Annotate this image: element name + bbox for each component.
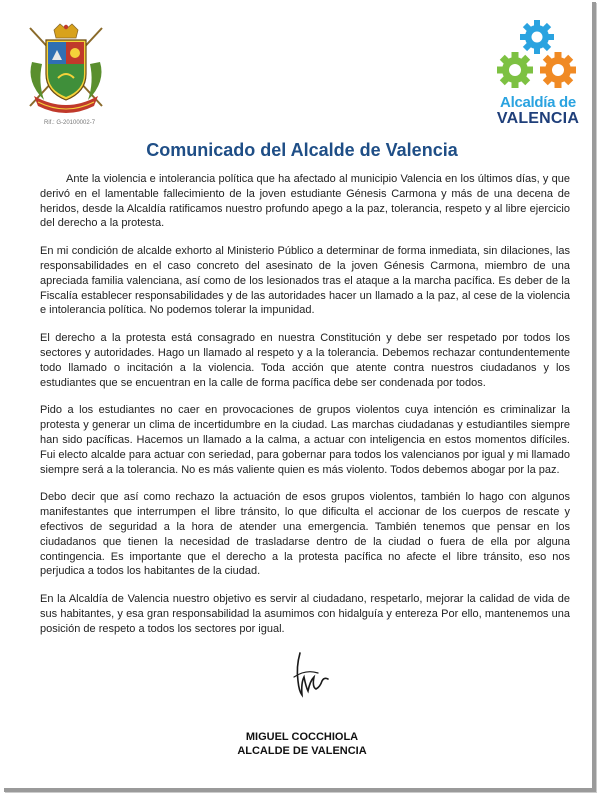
signatory-role: ALCALDE DE VALENCIA xyxy=(237,745,367,757)
logo-text-valencia: VALENCIA xyxy=(496,110,580,127)
document-title: Comunicado del Alcalde de Valencia xyxy=(146,140,458,160)
paragraph: Pido a los estudiantes no caer en provocaciones de grupos violentos cuya intención es criminalizar la protesta y generar un clima de incertidumbre en la ciudad. Las marchas ciudadanas y estudiantiles siempre han sido pacíficas. Hacemos un llamado a la calma, a actuar con inteligencia en estos momentos difíciles. Fui electo alcalde para actuar con seriedad, para gobernar para todos los valencianos por igual y mi llamado siempre será a la tolerancia. No es más valiente quien es más violento. Todos debemos abogar por la paz. xyxy=(40,404,570,476)
document-body xyxy=(40,172,570,650)
paragraph: El derecho a la protesta está consagrado en nuestra Constitución y debe ser respetado por todos los sectores y autoridades. Hago un llamado al respeto y a la tolerancia. Debemos rechazar contundentemente todo llamado o incitación a la violencia. Toda acción que atente contra nuestros ciudadanos y los estudiantes que se encuentran en la calle de forma pacífica debe ser condenada por todos. xyxy=(40,332,570,389)
paragraph: Ante la violencia e intolerancia política que ha afectado al municipio Valencia en los últimos días, y que derivó en el lamentable fallecimiento de la joven estudiante Génesis Carmona y más de una decena de heridos, desde la Alcaldía ratificamos nuestro profundo apego a la paz, tolerancia, respeto y al libre ejercicio del derecho a la protesta. xyxy=(40,173,570,230)
paragraph: Debo decir que así como rechazo la actuación de esos grupos violentos, también lo hago con algunos manifestantes que interrumpen el libre tránsito, lo que dificulta el accionar de los cuerpos de rescate y efectivos de seguridad a la hora de atender una emergencia. También tenemos que pensar en los ciudadanos que tienen la necesidad de trasladarse dentro de la ciudad o fuera de ella por alguna contingencia. Es importante que el derecho a la protesta pacífica no afecte el libre tránsito, eso nos perjudica a todos los habitantes de la ciudad. xyxy=(40,491,570,578)
document-page xyxy=(4,2,596,792)
alcaldia-logo xyxy=(492,20,584,130)
coat-of-arms-icon xyxy=(24,22,108,114)
handwritten-signature xyxy=(288,647,332,699)
tax-id-reference: Rif.: G-20100002-7 xyxy=(44,120,96,126)
gears-logo-icon xyxy=(496,20,578,94)
logo-text-alcaldia: Alcaldía de xyxy=(500,94,576,111)
paragraph: En mi condición de alcalde exhorto al Ministerio Público a determinar de forma inmediata, sin dilaciones, las responsabilidades en el caso concreto del asesinato de la joven Génesis Carmona, miembro de una apreciada familia valenciana, así como de los lesionados tras el ataque a la marcha pacífica. Es deber de la Fiscalía establecer responsabilidades y de las autoridades hacer un llamado a la paz, al cese de la violencia e intolerancia política. No podemos tolerar la impunidad. xyxy=(40,245,570,317)
paragraph: En la Alcaldía de Valencia nuestro objetivo es servir al ciudadano, respetarlo, mejorar la calidad de vida de sus habitantes, y esa gran responsabilidad la asumimos con hidalguía y entereza Por ello, mantenemos una posición de respeto a todos los sectores por igual. xyxy=(40,593,570,635)
signatory-name: MIGUEL COCCHIOLA xyxy=(245,731,359,743)
